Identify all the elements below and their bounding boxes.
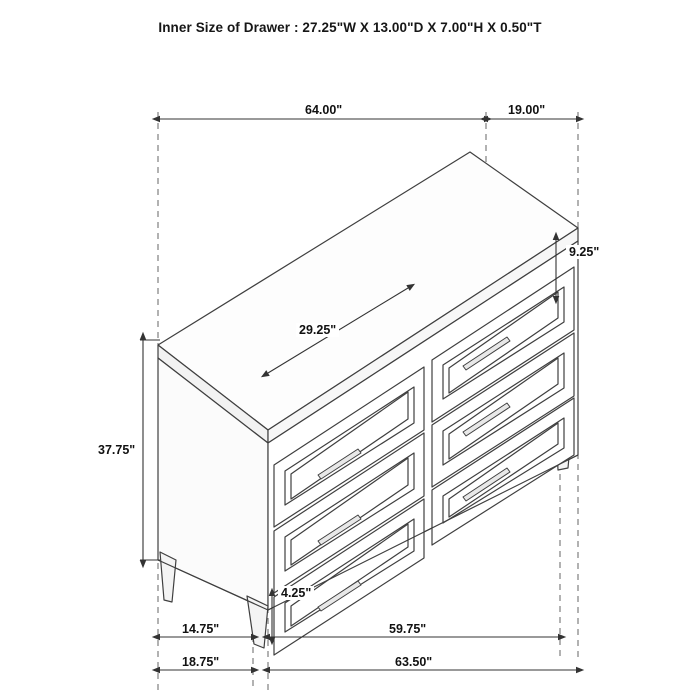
dim-label-side-depth: 14.75" — [179, 622, 222, 636]
dim-label-leg-clearance: 4.25" — [278, 586, 314, 600]
dresser-illustration — [158, 152, 578, 655]
dim-label-side-depth-outer: 18.75" — [179, 655, 222, 669]
dim-label-top-depth: 19.00" — [505, 103, 548, 117]
dim-label-top-drawer-height: 9.25" — [566, 245, 602, 259]
dim-label-top-width: 64.00" — [302, 103, 345, 117]
page-title: Inner Size of Drawer : 27.25"W X 13.00"D X 7.00"H X 0.50"T — [158, 20, 542, 35]
dim-label-drawer-front-width: 29.25" — [296, 323, 339, 337]
dim-label-front-width-outer: 63.50" — [392, 655, 435, 669]
dim-label-overall-height: 37.75" — [95, 443, 138, 457]
dim-label-front-width: 59.75" — [386, 622, 429, 636]
